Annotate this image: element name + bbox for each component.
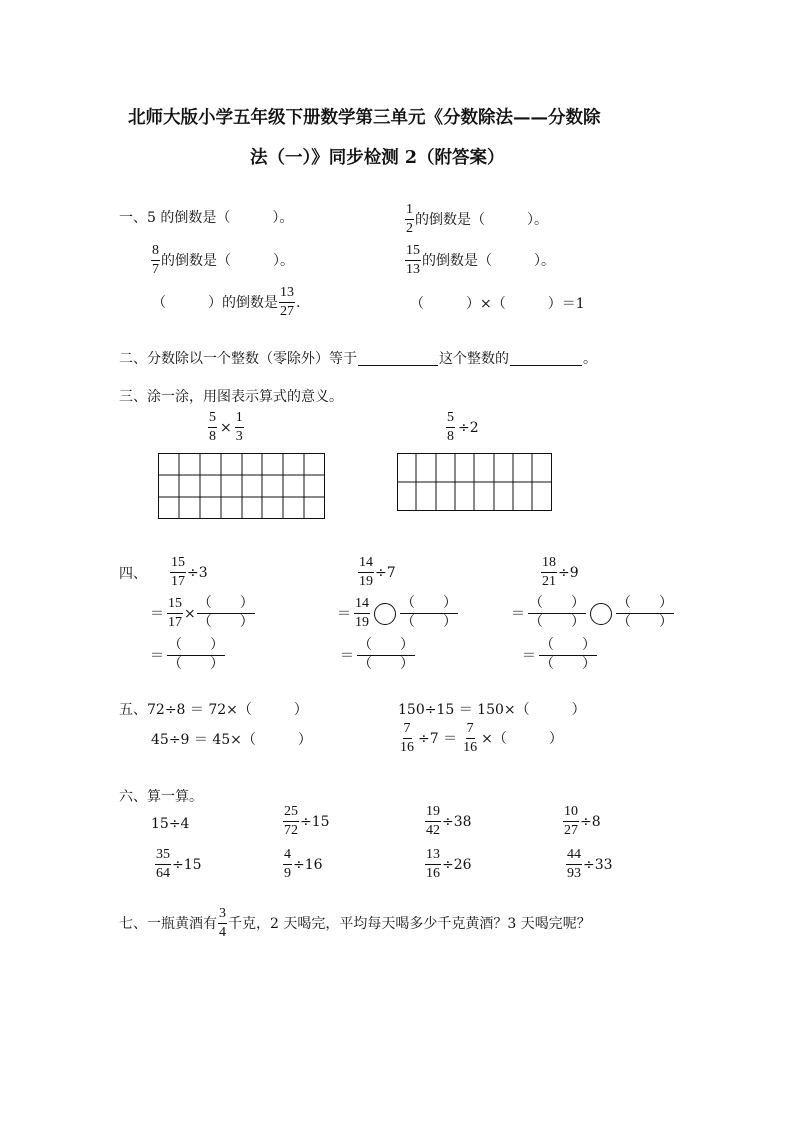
q1-d-text: 的倒数是（ ）。 (422, 252, 555, 269)
q4-p1-step2 (150, 638, 225, 673)
operator: ÷15 (300, 813, 330, 830)
fraction: $\frac{15}{13}$ (406, 243, 420, 278)
operator: ÷7 ＝ (418, 730, 458, 747)
q1-b-text: 的倒数是（ ）。 (415, 211, 548, 228)
q7-line (119, 906, 591, 941)
fraction: $\frac{7}{16}$ (463, 721, 478, 756)
fraction: $\frac{10}{27}$ (564, 804, 578, 839)
answer-fraction[interactable]: $\frac{( )}{( )}$ (540, 638, 596, 673)
operator: ÷16 (293, 856, 323, 873)
equals: ＝ (511, 605, 525, 622)
page-title-line1: 北师大版小学五年级下册数学第三单元《分数除法——分数除 (128, 108, 601, 128)
q6-item (566, 847, 613, 882)
operator: ÷8 (580, 813, 601, 830)
q2-text1: 二、分数除以一个整数（零除外）等于 (119, 351, 357, 367)
operator: ÷3 (187, 564, 208, 581)
q6-item (425, 847, 472, 882)
fraction: $\frac{15}{17}$ (168, 596, 182, 631)
equals: ＝ (150, 647, 164, 664)
fraction: $\frac{44}{93}$ (567, 847, 581, 882)
q4-label: 四、 (119, 566, 147, 582)
answer-blank[interactable] (510, 364, 582, 366)
q3-grid-left[interactable] (158, 453, 326, 520)
q1-item-a (119, 211, 293, 225)
operator: ÷15 (172, 856, 202, 873)
operator: ÷2 (458, 419, 479, 436)
fraction: $\frac{13}{16}$ (426, 847, 440, 882)
q3-grid-right[interactable] (397, 453, 553, 512)
operator-circle[interactable] (374, 603, 396, 625)
answer-fraction[interactable]: $\frac{( )}{( )}$ (617, 596, 673, 631)
q5-item-a (119, 703, 308, 717)
q6-label: 六、算一算。 (119, 789, 203, 805)
q3-expr1 (208, 410, 244, 445)
q1-item-e (152, 285, 300, 320)
q6-item (283, 804, 330, 839)
operator-circle[interactable] (590, 603, 612, 625)
answer-fraction[interactable]: $\frac{( )}{( )}$ (358, 638, 414, 673)
operator: ÷33 (583, 856, 613, 873)
operator: ÷26 (442, 856, 472, 873)
q4-p3-expr (541, 555, 579, 590)
fraction: $\frac{3}{4}$ (219, 906, 226, 941)
q1-a-text: 5 的倒数是（ ）。 (147, 210, 294, 226)
fraction: $\frac{25}{72}$ (284, 804, 298, 839)
q4-p3-step2 (522, 638, 597, 673)
operator: ÷38 (442, 813, 472, 830)
q1-item-c (151, 243, 294, 278)
fraction: $\frac{15}{17}$ (171, 555, 185, 590)
q6-item (283, 847, 323, 882)
q4-p1-expr (170, 555, 208, 590)
answer-fraction[interactable]: $\frac{( )}{( )}$ (401, 596, 457, 631)
q4-p2-step2 (340, 638, 415, 673)
operator: × (220, 419, 232, 436)
q5-item-c: 45÷9 ＝ 45×（ ） (151, 732, 312, 748)
q2-line (119, 352, 597, 366)
fraction: $\frac{5}{8}$ (447, 410, 454, 445)
q2-text2: 这个整数的 (439, 351, 509, 367)
q1-item-b (405, 202, 548, 237)
answer-fraction[interactable]: $\frac{( )}{( )}$ (197, 596, 254, 631)
equals: ＝ (150, 605, 164, 622)
q5-prefix: 五、 (119, 702, 147, 718)
fraction: $\frac{8}{7}$ (152, 243, 159, 278)
q3-expr2 (446, 410, 479, 445)
page-title-line2: 法（一）》同步检测 2（附答案） (250, 148, 505, 168)
fraction: $\frac{13}{27}$ (280, 285, 294, 320)
q1-item-d (405, 243, 555, 278)
answer-blank[interactable] (358, 364, 438, 366)
operator: ÷9 (558, 564, 579, 581)
q6-item: 15÷4 (151, 816, 190, 832)
q1-item-f: （ ）×（ ）＝1 (410, 296, 585, 312)
q1-e-pre: （ ）的倒数是 (152, 294, 278, 311)
q6-item (563, 804, 601, 839)
q3-text: 三、涂一涂，用图表示算式的意义。 (119, 389, 343, 405)
q5-a-text: 72÷8 ＝ 72×（ ） (147, 702, 308, 718)
fraction: $\frac{1}{2}$ (406, 202, 413, 237)
q1-prefix: 一、 (119, 210, 147, 226)
fraction: $\frac{4}{9}$ (284, 847, 291, 882)
equals: ＝ (337, 605, 351, 622)
q1-e-post: . (296, 294, 301, 311)
fraction: $\frac{19}{42}$ (426, 804, 440, 839)
q4-p2-step1 (337, 596, 458, 631)
q6-item (425, 804, 472, 839)
fraction: $\frac{5}{8}$ (209, 410, 216, 445)
fraction: $\frac{1}{3}$ (235, 410, 243, 445)
q7-post: 千克，2 天喝完，平均每天喝多少千克黄酒？3 天喝完呢？ (228, 915, 591, 932)
q4-p1-step1 (150, 596, 255, 631)
q2-text3: 。 (583, 351, 597, 367)
equals: ＝ (340, 647, 354, 664)
q4-p3-step1 (511, 596, 674, 631)
q4-p2-expr (358, 555, 396, 590)
equals: ＝ (522, 647, 536, 664)
q6-item (155, 847, 202, 882)
q1-c-text: 的倒数是（ ）。 (161, 252, 294, 269)
answer-fraction[interactable]: $\frac{( )}{( )}$ (529, 596, 585, 631)
q5-item-d (399, 721, 563, 756)
fraction: $\frac{35}{64}$ (156, 847, 170, 882)
q5-item-b: 150÷15 ＝ 150×（ ） (398, 702, 586, 718)
fraction: $\frac{7}{16}$ (400, 721, 414, 756)
operator: ×（ ） (481, 730, 563, 747)
fraction: $\frac{18}{21}$ (542, 555, 556, 590)
operator: ÷7 (375, 564, 396, 581)
fraction: $\frac{14}{19}$ (355, 596, 369, 631)
answer-fraction[interactable]: $\frac{( )}{( )}$ (168, 638, 224, 673)
times: × (184, 605, 196, 622)
q7-pre: 七、一瓶黄酒有 (119, 915, 217, 932)
fraction: $\frac{14}{19}$ (359, 555, 373, 590)
